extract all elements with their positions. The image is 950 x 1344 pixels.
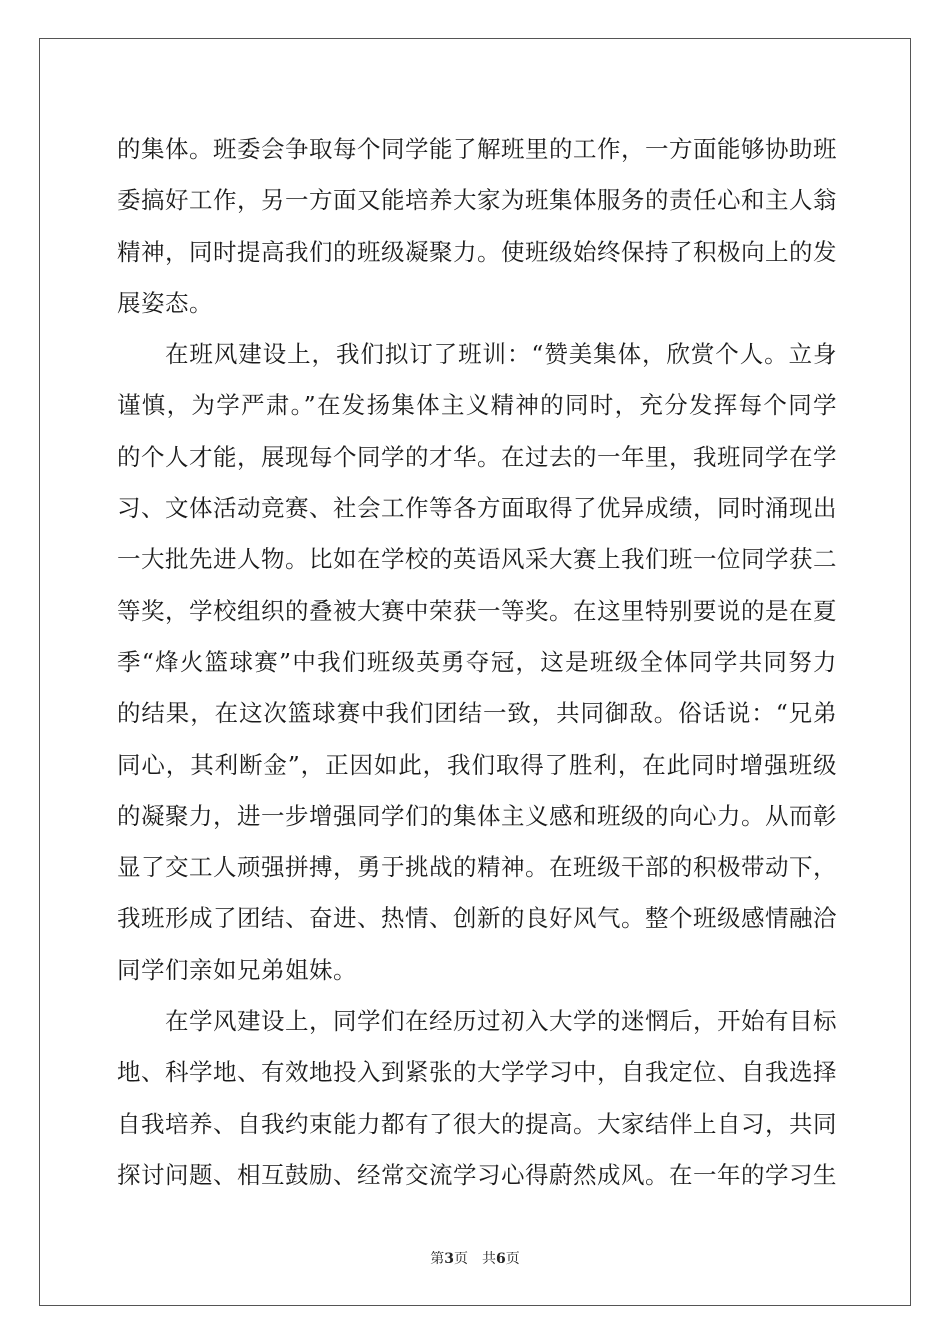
text-line: 显了交工人顽强拼搏，勇于挑战的精神。在班级干部的积极带动下，	[117, 853, 837, 882]
text-line: 季“烽火篮球赛”中我们班级英勇夺冠，这是班级全体同学共同努力	[117, 647, 837, 676]
paragraph	[117, 329, 837, 996]
text-line: 自我培养、自我约束能力都有了很大的提高。大家结伴上自习，共同	[117, 1109, 837, 1138]
text-line: 的凝聚力，进一步增强同学们的集体主义感和班级的向心力。从而彰	[117, 801, 837, 830]
text-line: 同心，其利断金”，正因如此，我们取得了胜利，在此同时增强班级	[117, 750, 837, 779]
text-line: 地、科学地、有效地投入到紧张的大学学习中，自我定位、自我选择	[117, 1058, 837, 1087]
text-line: 同学们亲如兄弟姐妹。	[117, 955, 357, 984]
paragraph	[117, 124, 837, 329]
footer-page-number: 3	[444, 1251, 454, 1267]
footer-total-pages: 6	[496, 1251, 506, 1267]
text-line: 的集体。班委会争取每个同学能了解班里的工作，一方面能够协助班	[117, 135, 837, 163]
footer-page-suffix: 页	[454, 1251, 468, 1267]
text-line: 展姿态。	[117, 288, 213, 317]
text-line: 一大批先进人物。比如在学校的英语风采大赛上我们班一位同学获二	[117, 545, 837, 574]
text-line: 探讨问题、相互鼓励、经常交流学习心得蔚然成风。在一年的学习生	[117, 1160, 837, 1189]
footer-total-prefix: 共	[482, 1251, 496, 1267]
text-line: 的个人才能，展现每个同学的才华。在过去的一年里，我班同学在学	[117, 442, 837, 471]
text-line: 委搞好工作，另一方面又能培养大家为班集体服务的责任心和主人翁	[117, 186, 837, 215]
paragraph	[117, 996, 837, 1201]
text-line: 等奖，学校组织的叠被大赛中荣获一等奖。在这里特别要说的是在夏	[117, 596, 837, 625]
text-line: 在班风建设上，我们拟订了班训：“赞美集体，欣赏个人。立身	[165, 340, 837, 369]
text-line: 在学风建设上，同学们在经历过初入大学的迷惘后，开始有目标	[165, 1007, 837, 1036]
footer-prefix: 第	[430, 1251, 445, 1267]
text-line: 我班形成了团结、奋进、热情、创新的良好风气。整个班级感情融洽	[117, 904, 837, 933]
document-body	[117, 124, 837, 1201]
text-line: 精神，同时提高我们的班级凝聚力。使班级始终保持了积极向上的发	[117, 237, 837, 266]
footer-total-suffix: 页	[505, 1251, 520, 1267]
text-line: 谨慎，为学严肃。”在发扬集体主义精神的同时，充分发挥每个同学	[117, 391, 837, 420]
text-line: 的结果，在这次篮球赛中我们团结一致，共同御敌。俗话说：“兄弟	[117, 699, 837, 728]
page-footer	[0, 1248, 950, 1268]
text-line: 习、文体活动竞赛、社会工作等各方面取得了优异成绩，同时涌现出	[117, 494, 837, 523]
